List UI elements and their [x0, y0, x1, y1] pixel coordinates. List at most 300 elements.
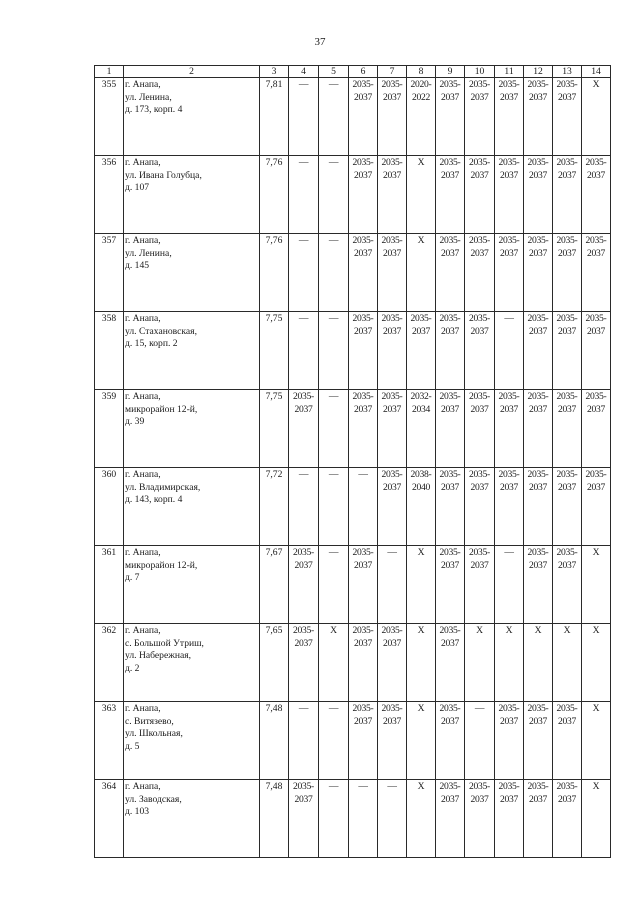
period-cell [319, 390, 349, 468]
period-cell [495, 780, 524, 858]
row-number: 357 [95, 234, 124, 312]
period-cell [465, 546, 495, 624]
period-text: 2037 [500, 793, 518, 805]
period-text: Х [417, 781, 425, 792]
period-text: 2034 [412, 403, 430, 415]
column-header: 12 [524, 66, 553, 78]
address-line: д. 39 [125, 416, 145, 428]
period-cell [582, 312, 611, 390]
period-text: 2035- [439, 781, 461, 792]
period-cell [349, 468, 378, 546]
period-text: 2035- [556, 781, 578, 792]
period-cell [553, 624, 582, 702]
period-text: 2037 [558, 481, 576, 493]
period-text: Х [417, 703, 425, 714]
period-text: Х [592, 79, 600, 90]
period-text: 2035- [527, 313, 549, 324]
period-cell [524, 624, 553, 702]
period-text: Х [417, 625, 425, 636]
period-text: 2035- [498, 79, 520, 90]
period-text: 2035- [527, 391, 549, 402]
period-text: 2037 [354, 91, 372, 103]
period-text: 2035- [498, 157, 520, 168]
period-text: 2037 [441, 481, 459, 493]
period-cell [436, 78, 465, 156]
period-cell [349, 234, 378, 312]
period-text: — [387, 547, 397, 558]
address-line: г. Анапа, [125, 157, 161, 168]
period-text: 2037 [470, 169, 489, 181]
period-text: 2037 [529, 325, 547, 337]
period-text: — [474, 703, 485, 714]
period-text: 2037 [441, 247, 459, 259]
period-text: — [298, 157, 309, 168]
address-line: ул. Школьная, [125, 728, 183, 740]
period-text: 2037 [529, 91, 547, 103]
period-cell [407, 156, 436, 234]
period-text: 2037 [558, 793, 576, 805]
address-cell [124, 780, 260, 858]
period-cell [407, 624, 436, 702]
period-cell [495, 234, 524, 312]
table-row [95, 780, 611, 858]
period-cell [407, 702, 436, 780]
period-cell [553, 390, 582, 468]
period-cell [436, 546, 465, 624]
period-text: 2037 [470, 403, 489, 415]
period-cell [465, 312, 495, 390]
period-text: 2035- [585, 157, 607, 168]
period-text: 2037 [529, 715, 547, 727]
period-text: 2037 [500, 403, 518, 415]
address-line: г. Анапа, [125, 781, 161, 792]
period-cell [553, 78, 582, 156]
period-cell [319, 234, 349, 312]
period-cell [436, 468, 465, 546]
index-value: 7,65 [260, 624, 289, 702]
table-row [95, 702, 611, 780]
period-cell [553, 234, 582, 312]
period-text: 2037 [294, 403, 313, 415]
address-line: г. Анапа, [125, 547, 161, 558]
period-text: 2035- [498, 235, 520, 246]
period-text: 2035- [498, 703, 520, 714]
period-text: — [358, 781, 368, 792]
period-text: 2037 [354, 715, 372, 727]
period-cell [289, 702, 319, 780]
row-number: 360 [95, 468, 124, 546]
period-text: 2037 [441, 637, 459, 649]
period-text: 2037 [383, 481, 401, 493]
period-cell [436, 312, 465, 390]
index-value: 7,75 [260, 312, 289, 390]
address-line: ул. Стахановская, [125, 325, 197, 337]
period-cell [319, 624, 349, 702]
period-text: 2035- [527, 235, 549, 246]
address-line: д. 2 [125, 662, 140, 674]
period-text: Х [592, 625, 600, 636]
period-cell [465, 390, 495, 468]
period-cell [407, 468, 436, 546]
period-text: 2037 [354, 403, 372, 415]
address-line: микрорайон 12-й, [125, 403, 198, 415]
column-header: 2 [124, 66, 260, 78]
period-cell [349, 624, 378, 702]
period-cell [378, 546, 407, 624]
period-text: 2035- [439, 469, 461, 480]
address-cell [124, 546, 260, 624]
period-cell [495, 468, 524, 546]
period-text: 2035- [469, 391, 490, 402]
address-line: ул. Ленина, [125, 247, 172, 259]
address-line: микрорайон 12-й, [125, 559, 198, 571]
period-cell [319, 78, 349, 156]
period-text: 2035- [352, 157, 374, 168]
address-line: ул. Набережная, [125, 650, 192, 662]
repair-schedule-table [94, 65, 611, 858]
period-text: — [328, 235, 339, 246]
period-cell [407, 780, 436, 858]
period-text: 2035- [469, 313, 490, 324]
address-line: г. Анапа, [125, 235, 161, 246]
period-text: 2037 [529, 559, 547, 571]
period-text: — [328, 547, 339, 558]
period-cell [436, 390, 465, 468]
period-text: 2035- [527, 547, 549, 558]
period-text: 2037 [470, 247, 489, 259]
period-text: 2037 [500, 247, 518, 259]
period-cell [349, 546, 378, 624]
index-value: 7,48 [260, 702, 289, 780]
period-cell [582, 78, 611, 156]
period-text: 2035- [498, 781, 520, 792]
address-line: д. 145 [125, 260, 150, 272]
period-cell [436, 780, 465, 858]
period-cell [524, 702, 553, 780]
period-cell [349, 702, 378, 780]
period-cell [407, 234, 436, 312]
period-text: 2037 [470, 481, 489, 493]
period-text: 2035- [469, 157, 490, 168]
period-text: 2037 [587, 481, 605, 493]
period-text: 2037 [470, 793, 489, 805]
period-text: — [328, 157, 339, 168]
period-cell [553, 546, 582, 624]
row-number: 364 [95, 780, 124, 858]
period-cell [495, 546, 524, 624]
column-header: 3 [260, 66, 289, 78]
period-cell [378, 780, 407, 858]
period-text: 2037 [529, 247, 547, 259]
period-cell [378, 624, 407, 702]
period-text: 2035- [556, 547, 578, 558]
period-text: 2037 [558, 325, 576, 337]
period-text: 2037 [500, 91, 518, 103]
period-text: 2037 [383, 403, 401, 415]
period-text: 2040 [412, 481, 430, 493]
period-text: 2035- [410, 313, 432, 324]
index-value: 7,81 [260, 78, 289, 156]
period-text: 2035- [498, 391, 520, 402]
period-cell [436, 156, 465, 234]
period-cell [553, 780, 582, 858]
period-text: 2037 [354, 247, 372, 259]
period-text: 2022 [412, 91, 430, 103]
period-text: Х [505, 625, 513, 636]
period-text: 2035- [352, 703, 374, 714]
period-text: Х [563, 625, 571, 636]
period-text: 2037 [529, 403, 547, 415]
period-cell [465, 468, 495, 546]
period-text: 2037 [383, 169, 401, 181]
period-text: 2035- [527, 157, 549, 168]
period-text: 2035- [352, 313, 374, 324]
period-text: — [328, 781, 339, 792]
address-line: г. Анапа, [125, 703, 161, 714]
table-row [95, 390, 611, 468]
column-header: 1 [95, 66, 124, 78]
period-text: — [504, 547, 514, 558]
table-row [95, 546, 611, 624]
period-text: Х [592, 703, 600, 714]
period-text: 2037 [441, 559, 459, 571]
period-text: 2037 [383, 91, 401, 103]
period-text: — [358, 469, 368, 480]
period-cell [436, 234, 465, 312]
period-cell [407, 390, 436, 468]
period-text: Х [417, 235, 425, 246]
period-cell [553, 702, 582, 780]
period-cell [582, 156, 611, 234]
period-cell [524, 780, 553, 858]
period-cell [524, 156, 553, 234]
period-cell [319, 312, 349, 390]
period-text: 2037 [383, 247, 401, 259]
period-text: 2035- [556, 79, 578, 90]
period-cell [378, 156, 407, 234]
period-cell [349, 156, 378, 234]
period-text: Х [592, 781, 600, 792]
period-text: 2035- [527, 469, 549, 480]
page-number: 37 [314, 36, 326, 48]
period-text: 2035- [352, 547, 374, 558]
address-line: д. 5 [125, 740, 140, 752]
address-cell [124, 78, 260, 156]
row-number: 363 [95, 702, 124, 780]
period-text: 2035- [381, 703, 403, 714]
period-text: 2035- [469, 547, 490, 558]
period-text: 2035- [381, 313, 403, 324]
period-cell [349, 390, 378, 468]
period-text: 2037 [294, 793, 313, 805]
period-cell [495, 624, 524, 702]
column-header: 5 [319, 66, 349, 78]
period-text: 2037 [441, 715, 459, 727]
address-line: д. 107 [125, 182, 150, 194]
period-text: 2035- [585, 313, 607, 324]
period-text: 2035- [556, 391, 578, 402]
period-text: 2037 [354, 637, 372, 649]
table-row [95, 624, 611, 702]
index-value: 7,72 [260, 468, 289, 546]
period-text: 2035- [352, 235, 374, 246]
address-line: г. Анапа, [125, 391, 161, 402]
period-cell [465, 78, 495, 156]
period-text: — [504, 313, 514, 324]
period-text: — [387, 781, 397, 792]
table-row [95, 78, 611, 156]
period-cell [407, 312, 436, 390]
period-cell [289, 234, 319, 312]
period-text: 2037 [558, 91, 576, 103]
period-text: Х [476, 625, 483, 636]
column-header: 14 [582, 66, 611, 78]
period-text: 2035- [585, 391, 607, 402]
period-text: 2037 [441, 169, 459, 181]
address-line: с. Большой Утриш, [125, 637, 204, 649]
table-row [95, 156, 611, 234]
period-cell [319, 156, 349, 234]
column-header: 4 [289, 66, 319, 78]
column-header: 7 [378, 66, 407, 78]
address-cell [124, 702, 260, 780]
period-cell [524, 390, 553, 468]
period-text: 2035- [527, 703, 549, 714]
address-line: д. 15, корп. 2 [125, 338, 178, 350]
period-cell [319, 702, 349, 780]
address-line: ул. Заводская, [125, 793, 182, 805]
period-cell [582, 234, 611, 312]
period-text: 2037 [383, 715, 401, 727]
period-cell [289, 780, 319, 858]
period-cell [289, 312, 319, 390]
period-text: 2035- [439, 703, 461, 714]
row-number: 361 [95, 546, 124, 624]
period-cell [553, 156, 582, 234]
row-number: 358 [95, 312, 124, 390]
period-text: 2037 [587, 325, 605, 337]
period-text: 2035- [556, 157, 578, 168]
period-text: 2035- [293, 781, 314, 792]
period-cell [378, 234, 407, 312]
period-cell [582, 390, 611, 468]
address-cell [124, 468, 260, 546]
period-cell [582, 780, 611, 858]
period-text: 2035- [469, 79, 490, 90]
column-header: 13 [553, 66, 582, 78]
address-line: г. Анапа, [125, 79, 161, 90]
period-cell [553, 312, 582, 390]
period-text: 2035- [439, 547, 461, 558]
period-text: 2037 [441, 403, 459, 415]
period-text: 2035- [556, 235, 578, 246]
period-text: 2035- [381, 625, 403, 636]
table-row [95, 468, 611, 546]
period-text: 2035- [352, 391, 374, 402]
period-text: Х [534, 625, 542, 636]
period-text: 2037 [558, 403, 576, 415]
period-cell [524, 468, 553, 546]
period-text: 2037 [354, 559, 372, 571]
period-cell [524, 234, 553, 312]
column-header: 10 [465, 66, 495, 78]
column-header: 9 [436, 66, 465, 78]
address-line: д. 173, корп. 4 [125, 104, 183, 116]
period-cell [289, 468, 319, 546]
period-text: 2037 [558, 559, 576, 571]
period-text: 2035- [352, 625, 374, 636]
period-text: 2035- [381, 391, 403, 402]
column-header: 6 [349, 66, 378, 78]
period-text: 2037 [500, 481, 518, 493]
address-line: д. 143, корп. 4 [125, 494, 183, 506]
address-line: г. Анапа, [125, 313, 161, 324]
period-cell [319, 546, 349, 624]
period-cell [582, 624, 611, 702]
period-text: 2035- [469, 469, 490, 480]
period-text: 2035- [556, 469, 578, 480]
period-cell [465, 624, 495, 702]
address-cell [124, 312, 260, 390]
period-cell [495, 702, 524, 780]
period-text: — [328, 391, 339, 402]
period-cell [378, 390, 407, 468]
period-text: 2037 [558, 169, 576, 181]
period-cell [436, 702, 465, 780]
period-cell [378, 702, 407, 780]
period-text: 2037 [354, 169, 372, 181]
index-value: 7,67 [260, 546, 289, 624]
period-text: 2035- [527, 79, 549, 90]
period-text: 2037 [558, 247, 576, 259]
address-line: д. 103 [125, 806, 150, 818]
index-value: 7,75 [260, 390, 289, 468]
period-text: — [328, 79, 339, 90]
period-text: 2037 [470, 91, 489, 103]
index-value: 7,48 [260, 780, 289, 858]
period-text: 2035- [439, 235, 461, 246]
address-line: с. Витязево, [125, 715, 174, 727]
period-text: 2035- [293, 391, 314, 402]
address-line: ул. Ленина, [125, 91, 172, 103]
period-text: 2037 [383, 637, 401, 649]
period-text: — [328, 703, 339, 714]
period-text: 2037 [529, 793, 547, 805]
period-text: Х [330, 625, 337, 636]
period-text: 2035- [381, 79, 403, 90]
column-header: 8 [407, 66, 436, 78]
period-cell [407, 78, 436, 156]
address-cell [124, 624, 260, 702]
period-text: Х [592, 547, 600, 558]
period-cell [319, 780, 349, 858]
period-text: 2037 [294, 559, 313, 571]
table-row [95, 234, 611, 312]
period-text: 2035- [352, 79, 374, 90]
period-text: 2035- [439, 313, 461, 324]
period-cell [378, 312, 407, 390]
period-text: — [298, 469, 309, 480]
address-line: ул. Ивана Голубца, [125, 169, 202, 181]
period-text: — [298, 313, 309, 324]
period-text: 2037 [354, 325, 372, 337]
period-cell [465, 156, 495, 234]
period-cell [289, 390, 319, 468]
period-text: 2037 [587, 169, 605, 181]
period-text: 2037 [441, 91, 459, 103]
period-cell [524, 312, 553, 390]
period-text: 2037 [500, 169, 518, 181]
